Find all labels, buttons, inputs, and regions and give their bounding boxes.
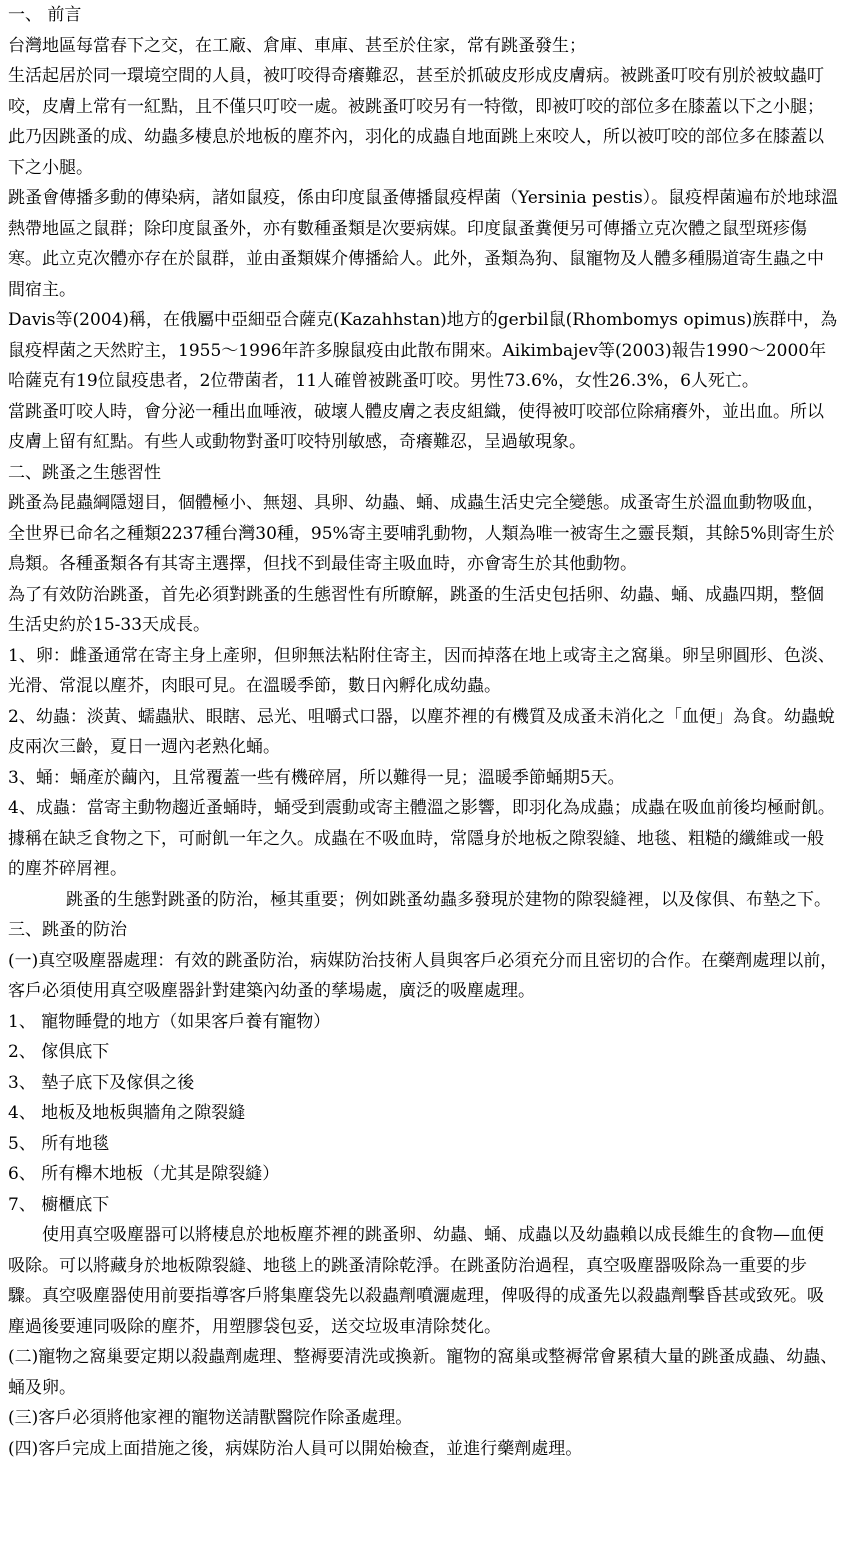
paragraph: 跳蚤會傳播多動的傳染病，諸如鼠疫，係由印度鼠蚤傳播鼠疫桿菌（Yersinia pestis）。鼠疫桿菌遍布於地球溫熱帶地區之鼠群；除印度鼠蚤外，亦有數種蚤類是次要病媒。印度鼠蚤糞便另可傳播立克次體之鼠型斑疹傷寒。此立克次體亦存在於鼠群，並由蚤類媒介傳播給人。此外，蚤類為狗、鼠寵物及人體多種腸道寄生蟲之中間宿主。: [8, 188, 839, 300]
list-item: 7、 櫥櫃底下: [8, 1194, 110, 1215]
life-stage-egg: 1、卵：雌蚤通常在寄主身上產卵，但卵無法粘附住寄主，因而掉落在地上或寄主之窩巢。卵呈卵圓形、色淡、光滑、常混以塵芥，肉眼可見。在溫暖季節，數日內孵化成幼蟲。: [8, 645, 835, 696]
life-stage-larva: 2、幼蟲：淡黃、蠕蟲狀、眼瞎、忌光、咀嚼式口器，以塵芥裡的有機質及成蚤未消化之「血便」為食。幼蟲蛻皮兩次三齡，夏日一週內老熟化蛹。: [8, 706, 835, 757]
paragraph: 使用真空吸塵器可以將棲息於地板塵芥裡的跳蚤卵、幼蟲、蛹、成蟲以及幼蟲賴以成長維生的食物—血便吸除。可以將藏身於地板隙裂縫、地毯上的跳蚤清除乾淨。在跳蚤防治過程，真空吸塵器吸除為一重要的步驟。真空吸塵器使用前要指導客戶將集塵袋先以殺蟲劑噴灑處理，俾吸得的成蚤先以殺蟲劑擊昏甚或致死。吸塵過後要連同吸除的塵芥，用塑膠袋包妥，送交垃圾車清除焚化。: [8, 1225, 824, 1337]
paragraph: (三)客戶必須將他家裡的寵物送請獸醫院作除蚤處理。: [8, 1408, 413, 1428]
list-item: 3、 墊子底下及傢俱之後: [8, 1072, 195, 1093]
list-item: 1、 寵物睡覺的地方（如果客戶養有寵物）: [8, 1011, 331, 1032]
paragraph: 為了有效防治跳蚤，首先必須對跳蚤的生態習性有所瞭解，跳蚤的生活史包括卵、幼蟲、蛹、成蟲四期，整個生活史約於15-33天成長。: [8, 584, 824, 635]
list-item: 5、 所有地毯: [8, 1133, 110, 1154]
list-item: 2、 傢俱底下: [8, 1042, 110, 1062]
list-item: 6、 所有櫸木地板（尤其是隙裂縫）: [8, 1164, 280, 1184]
list-item: 4、 地板及地板與牆角之隙裂縫: [8, 1103, 246, 1123]
section-heading-control: 三、跳蚤的防治: [8, 920, 127, 940]
paragraph: 台灣地區每當春下之交，在工廠、倉庫、車庫、甚至於住家，常有跳蚤發生；: [8, 35, 586, 56]
life-stage-pupa: 3、蛹：蛹產於繭內，且常覆蓋一些有機碎屑，所以難得一見；溫暖季節蛹期5天。: [8, 767, 625, 788]
paragraph: (一)真空吸塵器處理：有效的跳蚤防治，病媒防治技術人員與客戶必須充分而且密切的合作。在藥劑處理以前，客戶必須使用真空吸塵器針對建築內幼蚤的孳場處，廣泛的吸塵處理。: [8, 950, 838, 1001]
paragraph: 跳蚤為昆蟲綱隱翅目，個體極小、無翅、具卵、幼蟲、蛹、成蟲生活史完全變態。成蚤寄生於溫血動物吸血，全世界已命名之種類2237種台灣30種，95%寄主要哺乳動物，人類為唯一被寄生之靈長類，其餘5%則寄生於鳥類。各種蚤類各有其寄主選擇，但找不到最佳寄主吸血時，亦會寄生於其他動物。: [8, 493, 835, 574]
life-stage-adult: 4、成蟲：當寄主動物趨近蚤蛹時，蛹受到震動或寄主體溫之影響，即羽化為成蟲；成蟲在吸血前後均極耐飢。據稱在缺乏食物之下，可耐飢一年之久。成蟲在不吸血時，常隱身於地板之隙裂縫、地毯、粗糙的纖維或一般的塵芥碎屑裡。: [8, 798, 835, 879]
paragraph: (四)客戶完成上面措施之後，病媒防治人員可以開始檢查，並進行藥劑處理。: [8, 1438, 583, 1459]
section-heading-intro: 一、 前言: [8, 5, 82, 25]
paragraph: 生活起居於同一環境空間的人員，被叮咬得奇癢難忍，甚至於抓破皮形成皮膚病。被跳蚤叮咬有別於被蚊蟲叮咬，皮膚上常有一紅點，且不僅只叮咬一處。被跳蚤叮咬另有一特徵，即被叮咬的部位多在膝蓋以下之小腿；此乃因跳蚤的成、幼蟲多棲息於地板的塵芥內，羽化的成蟲自地面跳上來咬人，所以被叮咬的部位多在膝蓋以下之小腿。: [8, 66, 824, 178]
paragraph: 跳蚤的生態對跳蚤的防治，極其重要；例如跳蚤幼蟲多發現於建物的隙裂縫裡，以及傢俱、布墊之下。: [66, 889, 831, 910]
section-heading-ecology: 二、跳蚤之生態習性: [8, 462, 161, 483]
paragraph: Davis等(2004)稱，在俄屬中亞細亞合薩克(Kazahhstan)地方的gerbil鼠(Rhombomys opimus)族群中，為鼠疫桿菌之天然貯主，1955～1996年許多腺鼠疫由此散布開來。Aikimbajev等(2003)報告1990～2000年哈薩克有19位鼠疫患者，2位帶菌者，11人確曾被跳蚤叮咬。男性73.6%，女性26.3%，6人死亡。: [8, 310, 838, 391]
paragraph: (二)寵物之窩巢要定期以殺蟲劑處理、整褥要清洗或換新。寵物的窩巢或整褥常會累積大量的跳蚤成蟲、幼蟲、蛹及卵。: [8, 1347, 838, 1398]
paragraph: 當跳蚤叮咬人時，會分泌一種出血唾液，破壞人體皮膚之表皮組織，使得被叮咬部位除痛癢外，並出血。所以皮膚上留有紅點。有些人或動物對蚤叮咬特別敏感，奇癢難忍，呈過敏現象。: [8, 401, 824, 452]
